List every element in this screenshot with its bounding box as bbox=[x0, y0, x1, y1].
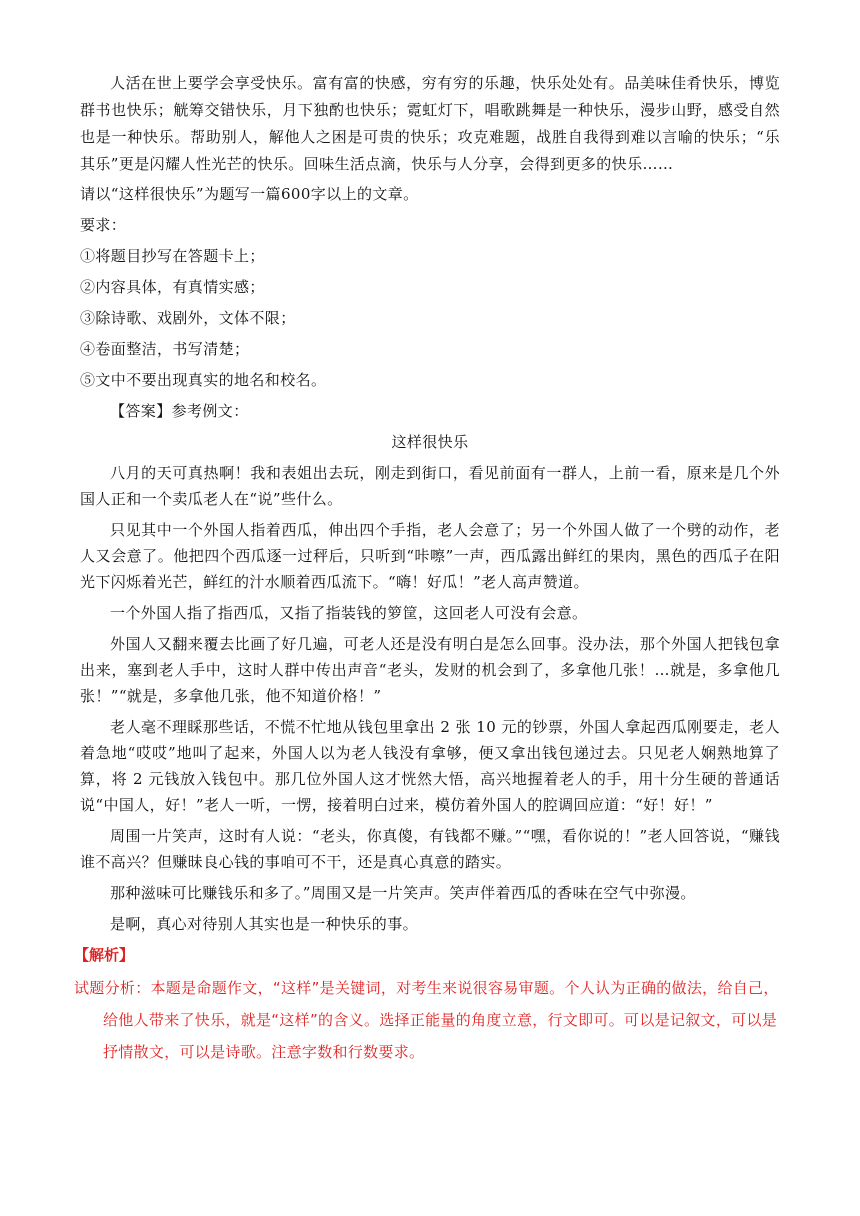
prompt-intro: 人活在世上要学会享受快乐。富有富的快感，穷有穷的乐趣，快乐处处有。品美味佳肴快乐，博览群书也快乐；觥筹交错快乐，月下独酌也快乐；霓虹灯下，唱歌跳舞是一种快乐，漫步山野，感受自然也是一种快乐。帮助别人，解他人之困是可贵的快乐；攻克难题，战胜自我得到难以言喻的快乐；“乐其乐”更是闪耀人性光芒的快乐。回味生活点滴，快乐与人分享，会得到更多的快乐…… bbox=[80, 74, 780, 173]
essay-paragraph: 那种滋味可比赚钱乐和多了。”周围又是一片笑声。笑声伴着西瓜的香味在空气中弥漫。 bbox=[110, 884, 696, 902]
answer-label: 【答案】参考例文： bbox=[110, 402, 249, 420]
essay-paragraph: 周围一片笑声，这时有人说：“老头，你真傻，有钱都不赚。”“嘿，看你说的！”老人回答说，“赚钱谁不高兴？但赚昧良心钱的事咱可不干，还是真心真意的踏实。 bbox=[80, 827, 780, 871]
requirement-item: ①将题目抄写在答题卡上； bbox=[80, 247, 265, 265]
requirement-item: ④卷面整洁，书写清楚； bbox=[80, 340, 250, 358]
essay-paragraph: 外国人又翻来覆去比画了好几遍，可老人还是没有明白是怎么回事。没办法，那个外国人把钱包拿出来，塞到老人手中，这时人群中传出声音“老头，发财的机会到了，多拿他几张！…就是，多拿他几张！”“就是，多拿他几张，他不知道价格！” bbox=[80, 635, 780, 705]
essay-paragraph: 是啊，真心对待别人其实也是一种快乐的事。 bbox=[110, 915, 419, 933]
requirement-item: ⑤文中不要出现真实的地名和校名。 bbox=[80, 371, 327, 389]
requirement-item: ②内容具体，有真情实感； bbox=[80, 278, 265, 296]
essay-paragraph: 八月的天可真热啊！我和表姐出去玩，刚走到街口，看见前面有一群人，上前一看，原来是几个外国人正和一个卖瓜老人在“说”些什么。 bbox=[80, 464, 780, 508]
essay-paragraph: 只见其中一个外国人指着西瓜，伸出四个手指，老人会意了；另一个外国人做了一个劈的动作，老人又会意了。他把四个西瓜逐一过秤后，只听到“咔嚓”一声，西瓜露出鲜红的果肉，黑色的西瓜子在阳光下闪烁着光芒，鲜红的汁水顺着西瓜流下。“嗨！好瓜！”老人高声赞道。 bbox=[80, 521, 780, 591]
requirement-item: ③除诗歌、戏剧外，文体不限； bbox=[80, 309, 296, 327]
essay-paragraph: 老人毫不理睬那些话，不慌不忙地从钱包里拿出 2 张 10 元的钞票，外国人拿起西瓜刚要走，老人着急地“哎哎”地叫了起来，外国人以为老人钱没有拿够，便又拿出钱包递过去。只见老人娴熟地算了算，将 2 元钱放入钱包中。那几位外国人这才恍然大悟，高兴地握着老人的手，用十分生硬的普通话说“中国人，好！”老人一听，一愣，接着明白过来，模仿着外国人的腔调回应道：“好！好！” bbox=[80, 718, 780, 814]
analysis-label: 【解析】 bbox=[74, 946, 135, 964]
essay-paragraph: 一个外国人指了指西瓜，又指了指装钱的箩筐，这回老人可没有会意。 bbox=[110, 604, 588, 622]
prompt-task: 请以“这样很快乐”为题写一篇600字以上的文章。 bbox=[80, 185, 419, 203]
essay-title: 这样很快乐 bbox=[391, 433, 469, 451]
analysis-text: 试题分析：本题是命题作文，“这样”是关键词，对考生来说很容易审题。个人认为正确的做法，给自己，给他人带来了快乐，就是“这样”的含义。选择正能量的角度立意，行文即可。可以是记叙文，可以是抒情散文，可以是诗歌。注意字数和行数要求。 bbox=[74, 979, 779, 1061]
requirements-label: 要求： bbox=[80, 216, 127, 234]
exam-page bbox=[74, 70, 780, 1068]
